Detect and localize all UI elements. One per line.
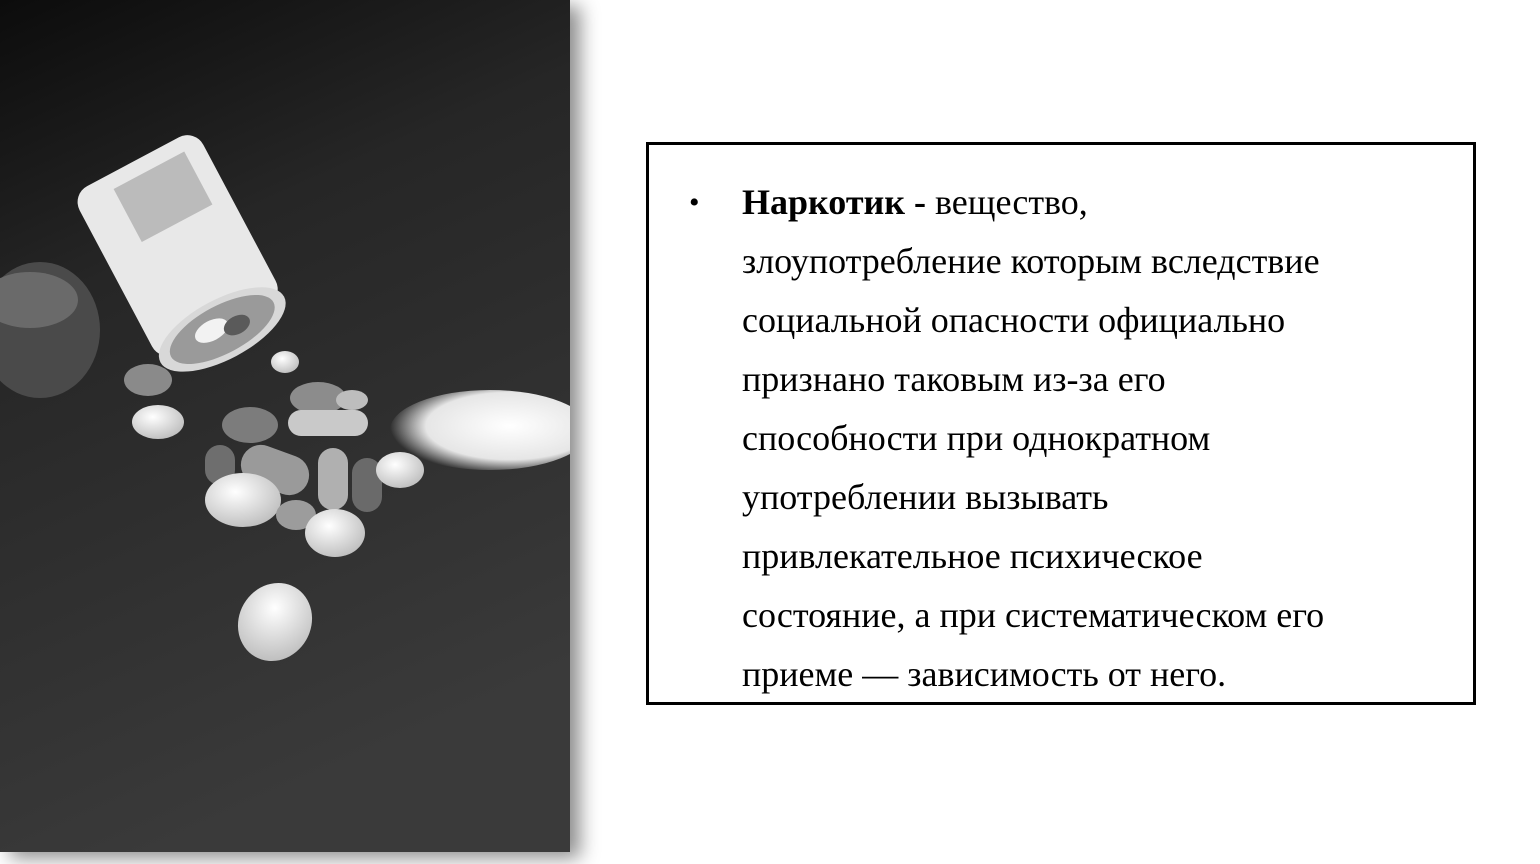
- definition-term: Наркотик -: [742, 182, 926, 222]
- pills-photo: [0, 0, 570, 852]
- definition-line-1: [742, 173, 1462, 232]
- definition-text: [742, 173, 1462, 704]
- definition-line-3: социальной опасности официально: [742, 300, 1286, 340]
- definition-line-7: привлекательное психическое: [742, 536, 1203, 576]
- definition-box: [646, 142, 1476, 705]
- bullet-marker: •: [689, 186, 700, 219]
- definition-line-8: состояние, а при систематическом его: [742, 595, 1325, 635]
- definition-line-5: способности при однократном: [742, 418, 1211, 458]
- definition-line-2: злоупотребление которым вследствие: [742, 241, 1320, 281]
- pills-illustration: [0, 0, 570, 852]
- definition-line-9: приеме — зависимость от него.: [742, 654, 1227, 694]
- definition-line-4: признано таковым из-за его: [742, 359, 1166, 399]
- definition-line-6: употреблении вызывать: [742, 477, 1109, 517]
- definition-line-1-text: вещество,: [925, 182, 1088, 222]
